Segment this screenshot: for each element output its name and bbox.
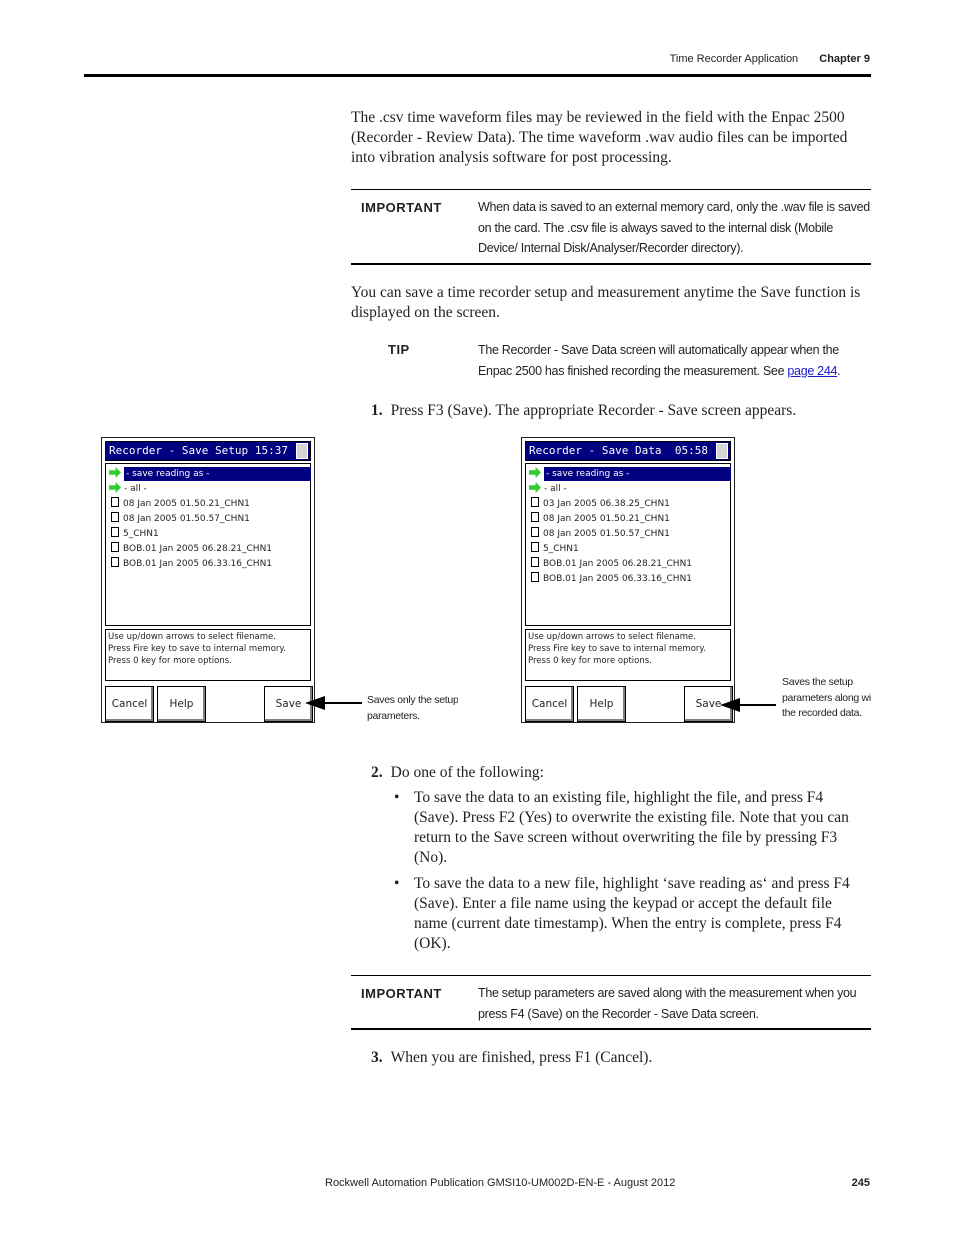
file-item[interactable]: 08 Jan 2005 01.50.21_CHN1 xyxy=(529,512,727,526)
bullet-text: To save the data to a new file, highlight ‘save reading as‘ and press F4 (Save). Enter a file name using the keypad or accept the default file name (current date timestamp). When the entry is complete, press F4 (OK). xyxy=(414,875,850,952)
bullet-dot: • xyxy=(394,789,400,806)
step-number: 2. xyxy=(371,764,383,781)
bullet-item xyxy=(394,874,864,954)
file-icon xyxy=(531,572,539,582)
help-button[interactable]: Help xyxy=(577,686,626,722)
header-rule xyxy=(84,74,871,77)
footer-publication: Rockwell Automation Publication GMSI10-UM002D-EN-E - August 2012 xyxy=(325,1177,676,1189)
save-setup-screen xyxy=(101,437,315,723)
save-paragraph: You can save a time recorder setup and measurement anytime the Save function is displayed on the screen. xyxy=(351,284,861,321)
help-button[interactable]: Help xyxy=(157,686,206,722)
save-data-screen xyxy=(521,437,735,723)
file-item[interactable]: 08 Jan 2005 01.50.21_CHN1 xyxy=(109,497,307,511)
file-item[interactable]: BOB.01 Jan 2005 06.28.21_CHN1 xyxy=(109,542,307,556)
callout-line xyxy=(324,702,362,704)
bullet-dot: • xyxy=(394,875,400,892)
green-arrow-icon xyxy=(529,467,541,478)
tip-text-after: . xyxy=(837,363,841,378)
screen-title: Recorder - Save Setup xyxy=(109,444,249,457)
tip-text xyxy=(478,340,871,381)
important-note-1 xyxy=(351,189,871,265)
page-number: 245 xyxy=(851,1177,870,1189)
file-list[interactable] xyxy=(105,463,311,626)
screen-title-bar xyxy=(525,441,731,461)
screen-title-bar xyxy=(105,441,311,461)
step-1 xyxy=(371,401,796,421)
file-item[interactable]: BOB.01 Jan 2005 06.28.21_CHN1 xyxy=(529,557,727,571)
tip-label: TIP xyxy=(388,342,410,357)
green-arrow-icon xyxy=(109,467,121,478)
important-text: The setup parameters are saved along with the measurement when you press F4 (Save) on the Recorder - Save Data screen. xyxy=(478,986,857,1021)
step-text: Do one of the following: xyxy=(390,764,544,781)
file-item[interactable]: 03 Jan 2005 06.38.25_CHN1 xyxy=(529,497,727,511)
cancel-button[interactable]: Cancel xyxy=(525,686,574,722)
file-icon xyxy=(111,527,119,537)
all-item[interactable]: - all - xyxy=(109,482,307,496)
callout-arrow-icon xyxy=(305,696,325,710)
file-item[interactable]: 5_CHN1 xyxy=(529,542,727,556)
tip-note xyxy=(351,340,871,382)
bullet-text: To save the data to an existing file, highlight the file, and press F4 (Save). Press F2 (Yes) to overwrite the existing file. Note that you can return to the Save screen without overwriting the file by pressing F3 (No). xyxy=(414,789,849,866)
file-item[interactable]: 08 Jan 2005 01.50.57_CHN1 xyxy=(529,527,727,541)
section-title: Time Recorder Application xyxy=(669,53,799,65)
callout-arrow-icon xyxy=(720,698,740,712)
file-icon xyxy=(111,512,119,522)
callout-line xyxy=(739,704,776,706)
save-button[interactable]: Save xyxy=(264,686,313,722)
file-icon xyxy=(111,497,119,507)
file-item[interactable]: BOB.01 Jan 2005 06.33.16_CHN1 xyxy=(109,557,307,571)
file-icon xyxy=(111,542,119,552)
important-label: IMPORTANT xyxy=(361,986,442,1001)
save-reading-as-item[interactable]: - save reading as - xyxy=(529,467,727,481)
clock: 15:37 xyxy=(254,444,288,457)
step-text: Press F3 (Save). The appropriate Recorder - Save screen appears. xyxy=(390,402,797,419)
clock: 05:58 xyxy=(674,444,708,457)
file-list[interactable] xyxy=(525,463,731,626)
step-2 xyxy=(371,763,544,783)
save-reading-as-item[interactable]: - save reading as - xyxy=(109,467,307,481)
message-box: Use up/down arrows to select filename. Press Fire key to save to internal memory. Press 0 key for more options. xyxy=(105,629,311,681)
page-244-link[interactable]: page 244 xyxy=(787,363,838,378)
file-icon xyxy=(531,497,539,507)
callout-data-text: Saves the setup parameters along wi the recorded data. xyxy=(782,676,871,719)
important-note-2 xyxy=(351,975,871,1030)
tip-text-before: The Recorder - Save Data screen will automatically appear when the Enpac 2500 has finished recording the measurement. See xyxy=(478,343,839,378)
intro-paragraph: The .csv time waveform files may be reviewed in the field with the Enpac 2500 (Recorder - Review Data). The time waveform .wav audio files can be imported into vibration analysis software for post processing. xyxy=(351,109,848,166)
file-item[interactable]: BOB.01 Jan 2005 06.33.16_CHN1 xyxy=(529,572,727,586)
step-text: When you are finished, press F1 (Cancel). xyxy=(390,1049,653,1066)
running-header xyxy=(670,53,870,65)
file-icon xyxy=(111,557,119,567)
file-item[interactable]: 5_CHN1 xyxy=(109,527,307,541)
step-number: 3. xyxy=(371,1049,383,1066)
all-item[interactable]: - all - xyxy=(529,482,727,496)
file-item[interactable]: 08 Jan 2005 01.50.57_CHN1 xyxy=(109,512,307,526)
file-icon xyxy=(531,527,539,537)
callout-setup-text: Saves only the setup parameters. xyxy=(367,694,459,722)
file-icon xyxy=(531,557,539,567)
file-icon xyxy=(531,512,539,522)
chapter-label: Chapter 9 xyxy=(819,53,870,65)
important-label: IMPORTANT xyxy=(361,200,442,215)
step-3 xyxy=(371,1048,652,1068)
screen-title: Recorder - Save Data xyxy=(529,444,662,457)
battery-icon xyxy=(296,443,308,459)
power-plug-icon xyxy=(716,443,728,459)
message-box: Use up/down arrows to select filename. Press Fire key to save to internal memory. Press 0 key for more options. xyxy=(525,629,731,681)
save-button[interactable]: Save xyxy=(684,686,733,722)
cancel-button[interactable]: Cancel xyxy=(105,686,154,722)
step-number: 1. xyxy=(371,402,383,419)
important-text: When data is saved to an external memory card, only the .wav file is saved on the card. The .csv file is always saved to the internal disk (Mobile Device/ Internal Disk/Analyser/Recorder directory). xyxy=(478,200,870,255)
bullet-item xyxy=(394,788,864,868)
green-arrow-icon xyxy=(109,482,121,493)
green-arrow-icon xyxy=(529,482,541,493)
file-icon xyxy=(531,542,539,552)
